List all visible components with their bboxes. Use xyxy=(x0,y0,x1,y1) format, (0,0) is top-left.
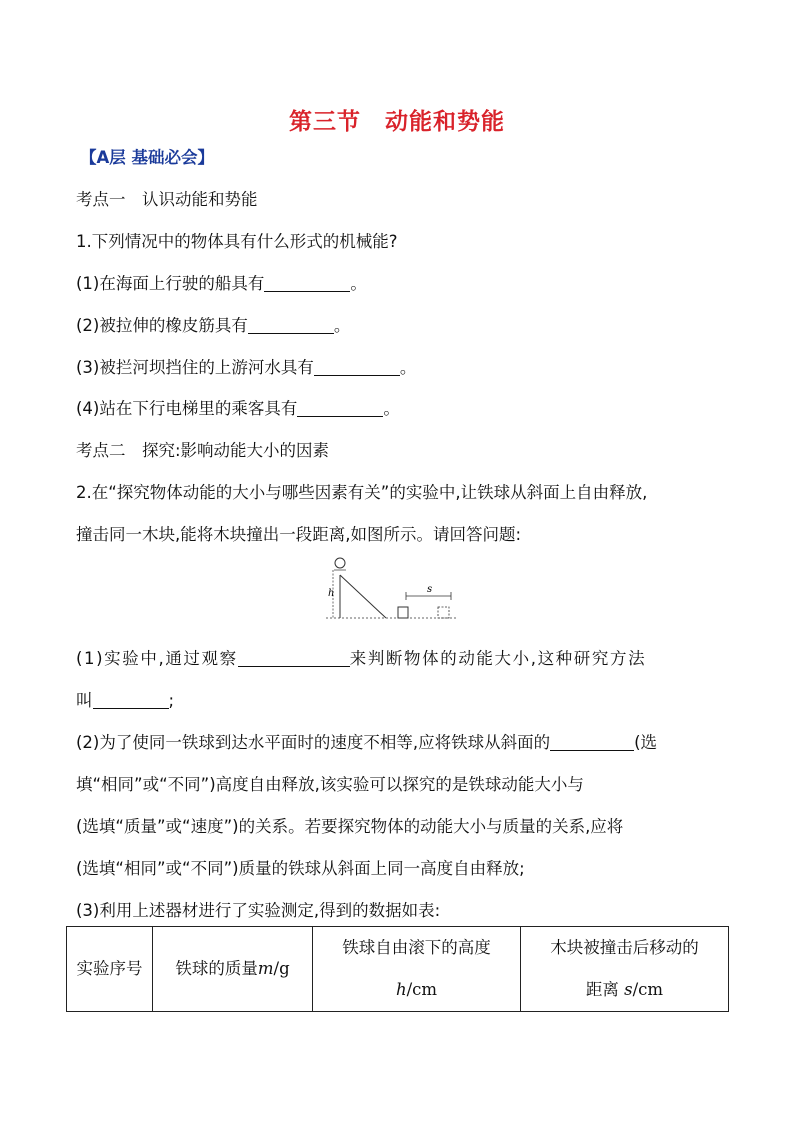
height-label: h xyxy=(328,588,335,599)
page-title: 第三节 动能和势能 xyxy=(289,109,505,135)
header-unit: /g xyxy=(273,959,290,978)
item-end: 。 xyxy=(383,399,400,418)
item-end: 。 xyxy=(350,274,367,293)
question-1-stem: 1.下列情况中的物体具有什么形式的机械能? xyxy=(76,232,398,251)
question-2-stem-line-2: 撞击同一木块,能将木块撞出一段距离,如图所示。请回答问题: xyxy=(76,525,522,544)
part-text: (选 xyxy=(634,733,658,752)
question-2-part-1-line-2 xyxy=(76,690,174,712)
question-2-part-2-line-1 xyxy=(76,732,657,754)
header-text: 木块被撞击后移动的 xyxy=(550,938,699,957)
answer-blank[interactable] xyxy=(550,734,634,751)
part-text: 叫 xyxy=(76,691,93,710)
answer-blank[interactable] xyxy=(297,400,383,417)
header-variable: m xyxy=(257,959,274,978)
level-tag: 【A层 基础必会】 xyxy=(80,148,215,167)
header-block-distance xyxy=(521,927,729,1012)
knowledge-point-2: 考点二 探究:影响动能大小的因素 xyxy=(76,441,330,460)
header-roll-height xyxy=(313,927,521,1012)
part-text: ; xyxy=(168,691,175,710)
item-text: (2)被拉伸的橡皮筋具有 xyxy=(76,316,248,335)
header-text-line-2 xyxy=(521,969,728,1011)
header-text: 铁球自由滚下的高度 xyxy=(342,938,491,957)
question-2-part-1-line-1 xyxy=(76,648,646,670)
header-unit: /cm xyxy=(632,980,664,999)
experiment-figure xyxy=(326,556,458,624)
item-text: (4)站在下行电梯里的乘客具有 xyxy=(76,399,298,418)
item-text: (3)被拦河坝挡住的上游河水具有 xyxy=(76,358,314,377)
question-2-part-2-line-4: (选填“相同”或“不同”)质量的铁球从斜面上同一高度自由释放; xyxy=(76,859,525,878)
distance-label: s xyxy=(427,584,433,595)
header-unit: /cm xyxy=(406,980,438,999)
answer-blank[interactable] xyxy=(248,317,334,334)
answer-blank[interactable] xyxy=(238,650,350,667)
answer-blank[interactable] xyxy=(314,359,400,376)
data-table xyxy=(66,926,729,1012)
item-end: 。 xyxy=(333,316,351,335)
part-text: (2)为了使同一铁球到达水平面时的速度不相等,应将铁球从斜面的 xyxy=(76,733,551,752)
part-text: 来判断物体的动能大小,这种研究方法 xyxy=(349,649,647,668)
question-2-part-3: (3)利用上述器材进行了实验测定,得到的数据如表: xyxy=(76,901,441,920)
answer-blank[interactable] xyxy=(93,692,169,709)
item-end: 。 xyxy=(399,358,417,377)
iron-ball xyxy=(335,558,345,568)
question-1-item-1 xyxy=(76,273,367,295)
question-1-item-4 xyxy=(76,398,400,420)
header-variable: h xyxy=(395,980,407,999)
header-text xyxy=(153,948,312,990)
knowledge-point-1: 考点一 认识动能和势能 xyxy=(76,190,258,209)
header-text-line-2 xyxy=(313,969,520,1011)
item-text: (1)在海面上行驶的船具有 xyxy=(76,274,265,293)
header-label: 铁球的质量 xyxy=(175,959,258,978)
header-text: 实验序号 xyxy=(76,959,143,978)
part-text: (1)实验中,通过观察 xyxy=(76,649,238,668)
header-trial-number xyxy=(67,927,153,1012)
question-2-part-2-line-2: 填“相同”或“不同”)高度自由释放,该实验可以探究的是铁球动能大小与 xyxy=(76,775,584,794)
question-1-item-3 xyxy=(76,357,416,379)
table-header-row xyxy=(67,927,729,1012)
wooden-block xyxy=(398,607,408,618)
question-2-stem-line-1: 2.在“探究物体动能的大小与哪些因素有关”的实验中,让铁球从斜面上自由释放, xyxy=(76,483,648,502)
header-variable: s xyxy=(624,980,633,999)
question-1-item-2 xyxy=(76,315,350,337)
block-final-position xyxy=(438,607,449,618)
header-ball-mass xyxy=(153,927,313,1012)
header-label: 距离 xyxy=(585,980,625,999)
incline-slope xyxy=(340,575,386,618)
question-2-part-2-line-3: (选填“质量”或“速度”)的关系。若要探究物体的动能大小与质量的关系,应将 xyxy=(76,817,624,836)
answer-blank[interactable] xyxy=(264,275,350,292)
